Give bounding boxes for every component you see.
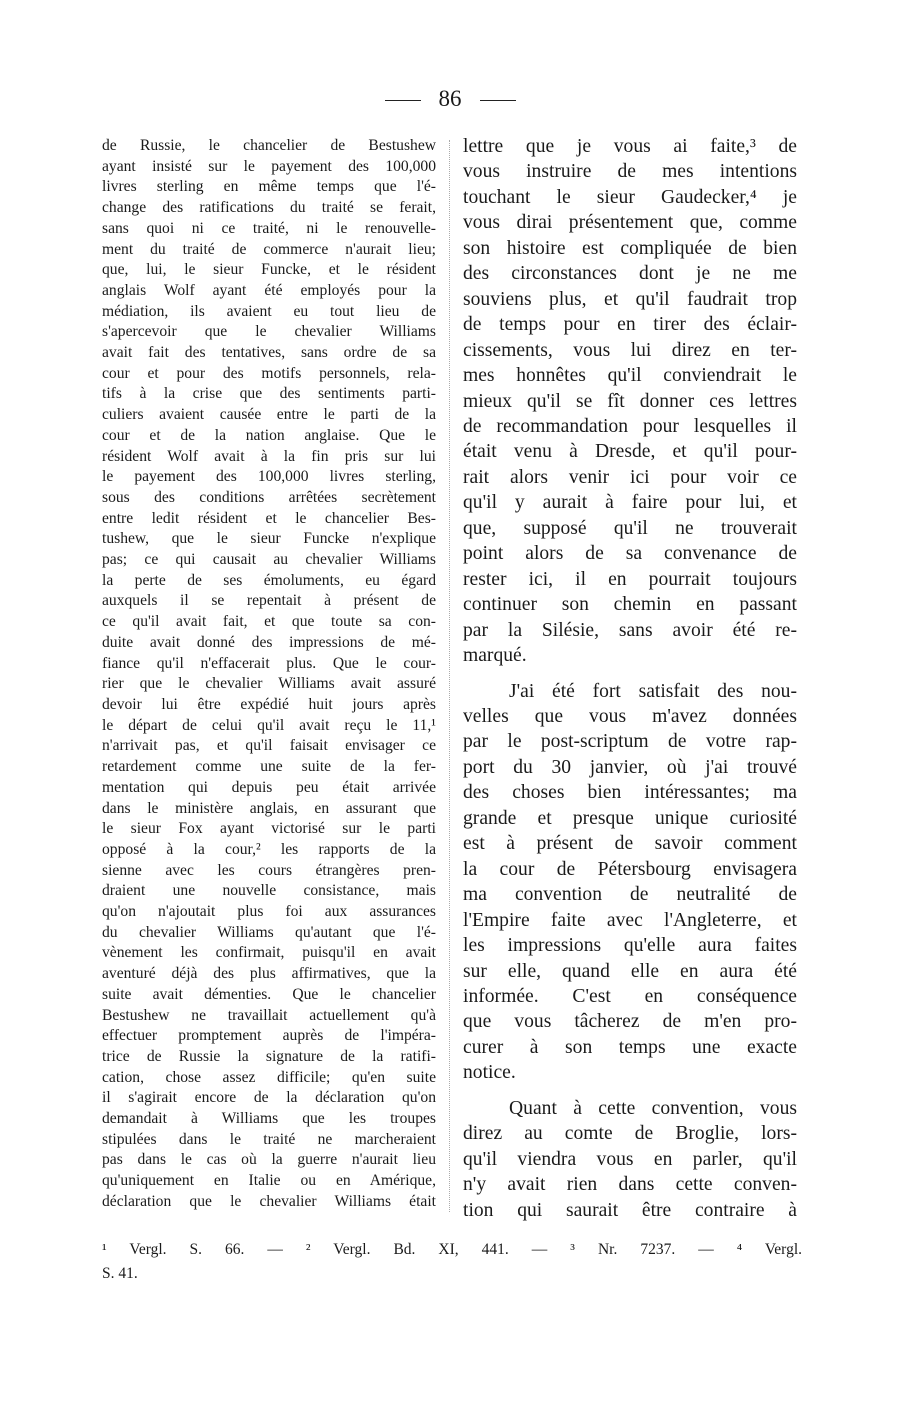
left-column-line: fiance qu'il n'effacerait plus. Que le cour- bbox=[102, 654, 436, 672]
right-column-line: notice. bbox=[463, 1062, 516, 1084]
right-column-line: curer à son temps une exacte bbox=[463, 1036, 797, 1058]
right-column-line: continuer son chemin en passant bbox=[463, 594, 797, 616]
left-column-line: opposé à la cour,² les rapports de la bbox=[102, 840, 436, 858]
left-column-line: ayant insisté sur le payement des 100,000 bbox=[102, 157, 436, 175]
left-column-line: qu'uniquement en Italie ou en Amérique, bbox=[102, 1172, 436, 1190]
left-column-line: cour et pour des motifs personnels, rela- bbox=[102, 364, 436, 382]
left-column-line: sienne avec les cours étrangères pren- bbox=[102, 861, 436, 879]
footnote-line: S. 41. bbox=[102, 1265, 138, 1282]
right-column-line: rait alors venir ici pour voir ce bbox=[463, 466, 797, 488]
right-column-line: port du 30 janvier, où j'ai trouvé bbox=[463, 756, 797, 778]
left-column-line: Bestushew ne travaillait actuellement qu'à bbox=[102, 1006, 436, 1024]
right-column-line: rester ici, il en pourrait toujours bbox=[463, 568, 797, 590]
left-column-line: tushew, que le sieur Funcke n'explique bbox=[102, 530, 436, 548]
left-column-line: le payement des 100,000 livres sterling, bbox=[102, 468, 436, 486]
column-divider bbox=[449, 140, 450, 1212]
right-column-line: qu'il viendra vous en parler, qu'il bbox=[463, 1148, 797, 1170]
left-column-line: change des ratifications du traité se ferait, bbox=[102, 199, 436, 217]
right-column-line: point alors de sa convenance de bbox=[463, 543, 797, 565]
right-column-line: vous dirai présentement que, comme bbox=[463, 212, 797, 234]
right-column-line: est à présent de savoir comment bbox=[463, 833, 797, 855]
left-column-line: entre ledit résident et le chancelier Bes- bbox=[102, 509, 436, 527]
right-column-line: les impressions qu'elle aura faites bbox=[463, 935, 797, 957]
right-column-line: que vous tâcherez de m'en pro- bbox=[463, 1011, 797, 1033]
right-column-line: qu'il y aurait à faire pour lui, et bbox=[463, 492, 797, 514]
left-column-line: tifs à la crise que des sentiments parti- bbox=[102, 385, 436, 403]
right-column-line: sur elle, quand elle en aura été bbox=[463, 960, 797, 982]
left-column-line: demandait à Williams que les troupes bbox=[102, 1110, 436, 1128]
left-column-line: anglais Wolf ayant été employés pour la bbox=[102, 281, 436, 299]
left-column-line: dans le ministère anglais, en assurant que bbox=[102, 799, 436, 817]
right-column-line: direz au comte de Broglie, lors- bbox=[463, 1123, 797, 1145]
left-column-line: pas; ce qui causait au chevalier Williams bbox=[102, 551, 436, 569]
left-column-line: trice de Russie la signature de la ratifi- bbox=[102, 1047, 436, 1065]
right-column-line: l'Empire faite avec l'Angleterre, et bbox=[463, 909, 797, 931]
left-column bbox=[102, 136, 436, 1213]
left-column-line: draient une nouvelle consistance, mais bbox=[102, 882, 436, 900]
left-column-line: cation, chose assez difficile; qu'en suite bbox=[102, 1068, 436, 1086]
footnote-line: ¹ Vergl. S. 66. — ² Vergl. Bd. XI, 441. — ³ Nr. 7237. — ⁴ Vergl. bbox=[102, 1241, 802, 1258]
right-column-line: mieux qu'il se fît donner ces lettres bbox=[463, 390, 797, 412]
left-column-line: livres sterling en même temps que l'é- bbox=[102, 178, 436, 196]
paragraph-gap bbox=[463, 1086, 797, 1096]
left-column-line: sans quoi ni ce traité, ni le renouvelle- bbox=[102, 219, 436, 237]
header-dash-left bbox=[385, 100, 421, 101]
left-column-line: rier que le chevalier Williams avait assuré bbox=[102, 675, 436, 693]
right-column-line: tion qui saurait être contraire à bbox=[463, 1199, 797, 1221]
left-column-line: aventuré déjà des plus affirmatives, que la bbox=[102, 965, 436, 983]
right-column-line: son histoire est compliquée de bien bbox=[463, 237, 797, 259]
right-column-line: lettre que je vous ai faite,³ de bbox=[463, 136, 797, 157]
left-column-line: vènement les confirmait, puisqu'il en avait bbox=[102, 944, 436, 962]
right-column-line: que, supposé qu'il ne trouverait bbox=[463, 517, 797, 539]
right-column-line: grande et presque unique curiosité bbox=[463, 807, 797, 829]
left-column-line: n'arrivait pas, et qu'il faisait envisager ce bbox=[102, 737, 436, 755]
right-column-line: mes honnêtes qu'il conviendrait le bbox=[463, 365, 797, 387]
left-column-line: il s'agirait encore de la déclaration qu'on bbox=[102, 1089, 436, 1107]
left-column-line: cour et de la nation anglaise. Que le bbox=[102, 426, 436, 444]
right-column-line: marqué. bbox=[463, 645, 527, 667]
left-column-line: ce qu'il avait fait, et que toute sa con- bbox=[102, 613, 436, 631]
left-column-line: avait fait des tentatives, sans ordre de sa bbox=[102, 344, 436, 362]
right-column-line: des circonstances dont je ne me bbox=[463, 263, 797, 285]
left-column-line: devoir lui être expédié huit jours après bbox=[102, 695, 436, 713]
left-column-line: ment du traité de commerce n'aurait lieu; bbox=[102, 240, 436, 258]
right-column-line: n'y avait rien dans cette conven- bbox=[463, 1174, 797, 1196]
right-column-line: cissements, vous lui direz en ter- bbox=[463, 339, 797, 361]
right-column-line: souviens plus, et qu'il faudrait trop bbox=[463, 288, 797, 310]
right-column-line: la cour de Pétersbourg envisagera bbox=[463, 858, 797, 880]
left-column-line: le sieur Fox ayant victorisé sur le parti bbox=[102, 820, 436, 838]
right-column-line: informée. C'est en conséquence bbox=[463, 985, 797, 1007]
left-column-line: auxquels il se repentait à présent de bbox=[102, 592, 436, 610]
right-column-line: vous instruire de mes intentions bbox=[463, 161, 797, 183]
left-column-line: suite avait démenties. Que le chancelier bbox=[102, 985, 436, 1003]
footnotes bbox=[102, 1238, 802, 1286]
left-column-line: résident Wolf avait à la fin pris sur lui bbox=[102, 447, 436, 465]
right-column bbox=[463, 134, 797, 1223]
left-column-line: effectuer promptement auprès de l'impéra- bbox=[102, 1027, 436, 1045]
left-column-line: le départ de celui qu'il avait reçu le 11,¹ bbox=[102, 716, 436, 734]
page-header bbox=[0, 84, 900, 114]
left-column-line: pas dans le cas où la guerre n'aurait lieu bbox=[102, 1151, 436, 1169]
left-column-line: que, lui, le sieur Funcke, et le résident bbox=[102, 261, 436, 279]
right-column-line: Quant à cette convention, vous bbox=[509, 1097, 797, 1119]
left-column-line: culiers avaient causée entre le parti de la bbox=[102, 406, 436, 424]
left-column-line: qu'on n'ajoutait plus foi aux assurances bbox=[102, 903, 436, 921]
right-column-line: ma convention de neutralité de bbox=[463, 884, 797, 906]
left-column-line: duite avait donné des impressions de mé- bbox=[102, 633, 436, 651]
right-column-line: par le post-scriptum de votre rap- bbox=[463, 731, 797, 753]
left-column-line: s'apercevoir que le chevalier Williams bbox=[102, 323, 436, 341]
page-number: 86 bbox=[438, 86, 462, 111]
right-column-line: des choses bien intéressantes; ma bbox=[463, 782, 797, 804]
left-column-line: stipulées dans le traité ne marcheraient bbox=[102, 1130, 436, 1148]
right-column-line: était venu à Dresde, et qu'il pour- bbox=[463, 441, 797, 463]
left-column-line: médiation, ils avaient eu tout lieu de bbox=[102, 302, 436, 320]
right-column-line: touchant le sieur Gaudecker,⁴ je bbox=[463, 186, 797, 208]
right-column-line: par la Silésie, sans avoir été re- bbox=[463, 619, 797, 641]
right-column-line: de recommandation pour lesquelles il bbox=[463, 415, 797, 437]
left-column-line: de Russie, le chancelier de Bestushew bbox=[102, 137, 436, 154]
left-column-line: sous des conditions arrêtées secrètement bbox=[102, 488, 436, 506]
right-column-line: J'ai été fort satisfait des nou- bbox=[509, 680, 797, 702]
right-column-line: velles que vous m'avez données bbox=[463, 705, 797, 727]
header-dash-right bbox=[480, 100, 516, 101]
left-column-line: la perte de ses émoluments, eu égard bbox=[102, 571, 436, 589]
paragraph-gap bbox=[463, 669, 797, 679]
left-column-line: retardement comme une suite de la fer- bbox=[102, 758, 436, 776]
right-column-line: de temps pour en tirer des éclair- bbox=[463, 314, 797, 336]
left-column-line: du chevalier Williams qu'autant que l'é- bbox=[102, 923, 436, 941]
left-column-line: mentation qui depuis peu était arrivée bbox=[102, 778, 436, 796]
left-column-line: déclaration que le chevalier Williams était bbox=[102, 1192, 436, 1210]
